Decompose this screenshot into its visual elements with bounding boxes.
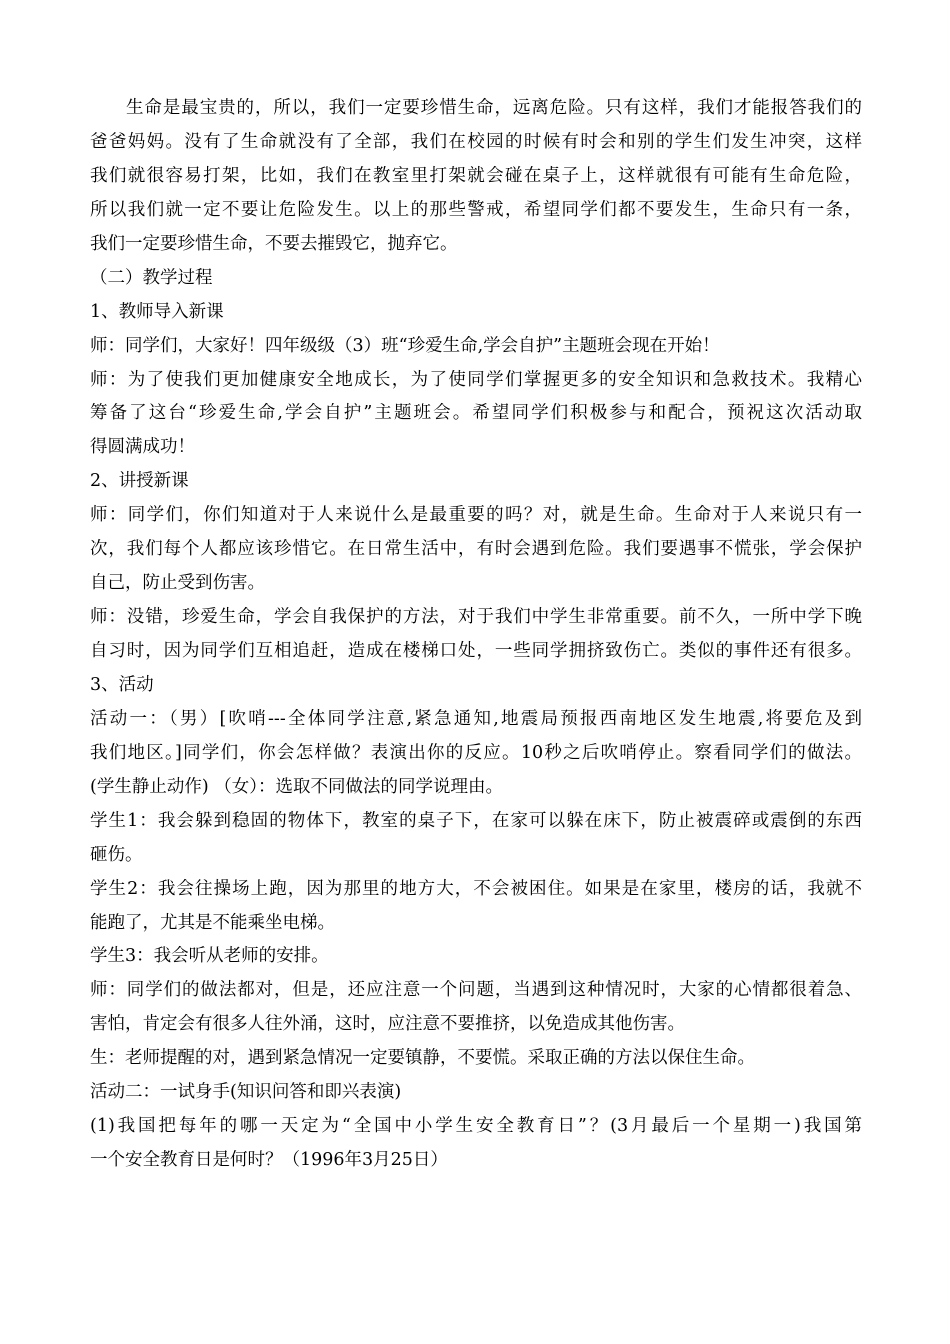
paragraph-line: (1)我国把每年的哪一天定为“全国中小学生安全教育日”？(3月最后一个星期一)我国第	[90, 1116, 862, 1137]
paragraph-line: 学生1：我会躲到稳固的物体下，教室的桌子下，在家可以躲在床下，防止被震碎或震倒的东西	[90, 810, 862, 831]
paragraph-line: 次，我们每个人都应该珍惜它。在日常生活中，有时会遇到危险。我们要遇事不慌张，学会保护	[90, 539, 862, 560]
paragraph-line: 生命是最宝贵的，所以，我们一定要珍惜生命，远离危险。只有这样，我们才能报答我们的	[126, 98, 862, 118]
paragraph-line: 筹备了这台“珍爱生命,学会自护”主题班会。希望同学们积极参与和配合，预祝这次活动取	[90, 403, 862, 424]
paragraph-line: 师：为了使我们更加健康安全地成长，为了使同学们掌握更多的安全知识和急救技术。我精心	[90, 369, 862, 390]
paragraph-line: 活动一：（男）[吹哨---全体同学注意,紧急通知,地震局预报西南地区发生地震,将要危及到	[90, 708, 862, 729]
paragraph-line: 师：同学们，大家好！四年级级（3）班“珍爱生命,学会自护”主题班会现在开始！	[90, 335, 720, 356]
paragraph-line: 害怕，肯定会有很多人往外涌，这时，应注意不要推挤，以免造成其他伤害。	[90, 1014, 685, 1035]
paragraph-line: (学生静止动作) （女）：选取不同做法的同学说理由。	[90, 776, 503, 797]
paragraph-line: 师：同学们的做法都对，但是，还应注意一个问题，当遇到这种情况时，大家的心情都很着急、	[90, 980, 862, 1001]
subsection-heading: 2、讲授新课	[90, 471, 189, 492]
document-page	[90, 92, 862, 1178]
paragraph-line: 一个安全教育日是何时？（1996年3月25日）	[90, 1150, 448, 1171]
paragraph-line: 师：没错，珍爱生命，学会自我保护的方法，对于我们中学生非常重要。前不久，一所中学下晚	[90, 607, 862, 628]
paragraph-line: 得圆满成功！	[90, 437, 195, 458]
subsection-heading: 3、活动	[90, 674, 154, 695]
paragraph-line: 我们地区。]同学们，你会怎样做？表演出你的反应。10秒之后吹哨停止。察看同学们的做法。	[90, 742, 862, 763]
section-heading: （二）教学过程	[90, 267, 213, 288]
paragraph-line: 学生2：我会往操场上跑，因为那里的地方大，不会被困住。如果是在家里，楼房的话，我就不	[90, 878, 862, 899]
paragraph-line: 所以我们就一定不要让危险发生。以上的那些警戒，希望同学们都不要发生，生命只有一条，	[90, 199, 862, 220]
subsection-heading: 1、教师导入新课	[90, 301, 224, 322]
paragraph-line: 我们一定要珍惜生命，不要去摧毁它，抛弃它。	[90, 233, 458, 254]
paragraph-line: 师：同学们，你们知道对于人来说什么是最重要的吗？对，就是生命。生命对于人来说只有一	[90, 505, 862, 526]
paragraph-line: 自习时，因为同学们互相追赶，造成在楼梯口处，一些同学拥挤致伤亡。类似的事件还有很多。	[90, 641, 862, 661]
paragraph-line: 活动二：一试身手(知识问答和即兴表演)	[90, 1082, 402, 1103]
paragraph-line: 爸爸妈妈。没有了生命就没有了全部，我们在校园的时候有时会和别的学生们发生冲突，这样	[90, 131, 862, 152]
paragraph-line: 砸伤。	[90, 844, 143, 865]
paragraph-line: 学生3：我会听从老师的安排。	[90, 946, 329, 967]
paragraph-line: 我们就很容易打架，比如，我们在教室里打架就会碰在桌子上，这样就很有可能有生命危险，	[90, 165, 862, 186]
paragraph-line: 能跑了，尤其是不能乘坐电梯。	[90, 912, 335, 933]
paragraph-line: 生：老师提醒的对，遇到紧急情况一定要镇静，不要慌。采取正确的方法以保住生命。	[90, 1048, 755, 1069]
paragraph-line: 自己，防止受到伤害。	[90, 573, 265, 594]
